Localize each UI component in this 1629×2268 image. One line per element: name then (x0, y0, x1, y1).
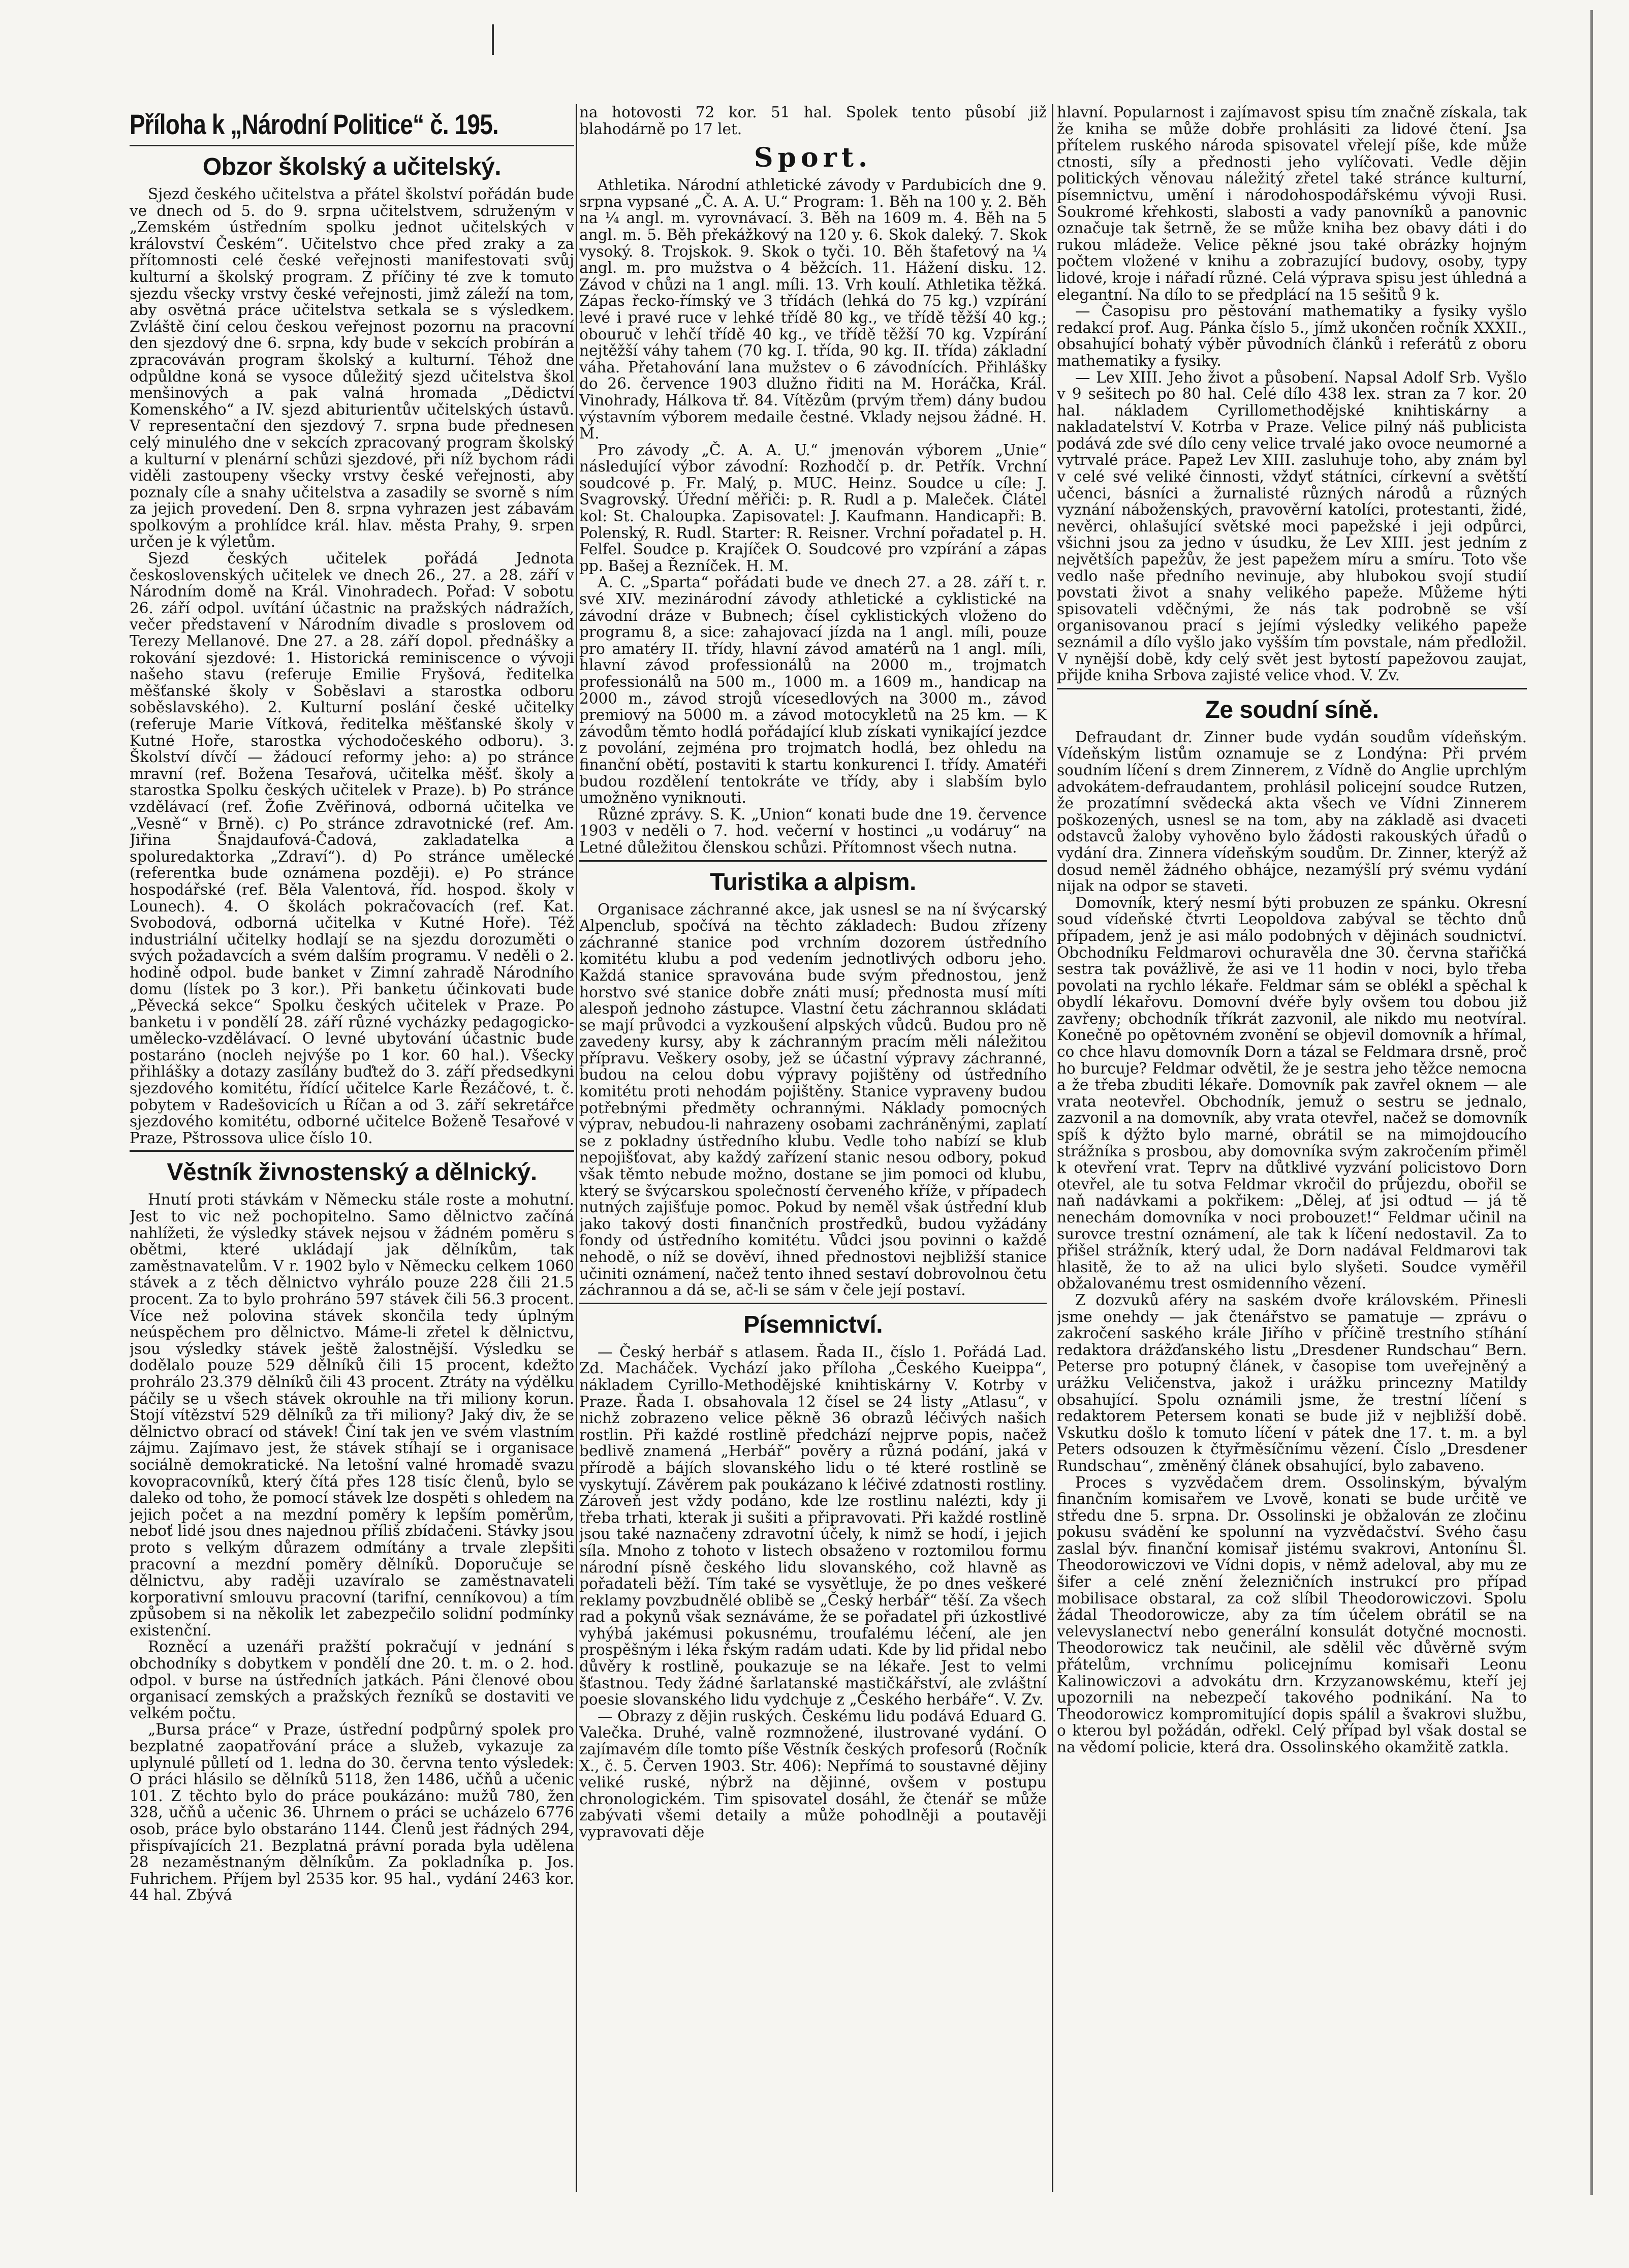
article-paragraph: Domovník, který nesmí býti probuzen ze spánku. Okresní soud vídeňské čtvrti Leopoldova zabýval se těchto dnů případem, jenž je asi málo podobných v dějinách soudnictví. Obchodníku Feldmarovi ochuravěla dne 30. června stařičká sestra tak povážlivě, že asi ve 11 hodin v noci, bylo třeba povolati na rychlo lékaře. Feldmar sám se oblékl a spěchal k obydlí lékařovu. Domovní dvéře byly ovšem tou dobou již zavřeny; obchodník tříkrát zazvonil, ale nikdo mu neotvíral. Konečně po opětovném zvonění se objevil domovník a hřímal, co chce hlavu domovník Dorn a tázal se Feldmara drsně, proč ho burcuje? Feldmar odvětil, že je sestra jeho těžce nemocna a že třeba zbuditi lékaře. Domovník pak zavřel oknem — ale vrata neotevřel. Obchodník, jemuž o sestru se jednalo, zazvonil a na domovník, aby vrata otevřel, načež se domovník spíš k dýžto bylo marné, obrátil se na mimojdoucího strážníka s prosbou, aby domovníka svým zakročením přiměl k otevření vrat. Teprv na důtklivé vyzvání policistovo Dorn otevřel, ale tu sotva Feldmar vkročil do průjezdu, obořil se naň nadávkami a pokřikem: „Dělej, ať jsi odtud — já tě nenechám domovníka v noci probouzet!“ Feldmar učinil na surovce trestní oznámení, ale tak k líčení nedostavil. Za to přišel strážník, který udal, že Dorn nadával Feldmarovi tak hlasitě, že to až na ulici bylo slyšeti. Soudce vyměřil obžalovanému trest osmidenního vězení. (1057, 894, 1527, 1293)
column-3 (1057, 104, 1527, 2192)
article-paragraph: „Bursa práce“ v Praze, ústřední podpůrný spolek pro bezplatné zaopatřování práce a služeb, vykazuje za uplynulé půlletí od 1. ledna do 30. června tento výsledek: O práci hlásilo se dělníků 5118, žen 1486, učňů a učenic 101. Z těchto bylo do práce poukázáno: mužů 780, žen 328, učňů a učenic 36. Uhrnem o práci se ucházelo 6776 osob, práce bylo obstaráno 1144. Členů jest řádných 294, přispívajících 21. Bezplatná právní porada byla udělena 28 nezaměstnaným dělníkům. Za pokladníka p. Jos. Fuhrichem. Příjem byl 2535 kor. 95 hal., vydání 2463 kor. 44 hal. Zbývá (130, 1721, 574, 1904)
article-paragraph: Rozněcí a uzenáři pražští pokračují v jednání s obchodníky s dobytkem v pondělí dne 20. t. m. o 2. hod. odpol. v burse na ústředních jatkách. Páni členové obou organisací zemských a pražských řezníků se dostaviti ve velkém počtu. (130, 1638, 574, 1722)
article-paragraph: Sjezd českých učitelek pořádá Jednota československých učitelek ve dnech 26., 27. a 28. září v Národním domě na Král. Vinohradech. Pořad: V sobotu 26. září odpol. uvítání účastnic na pražských nádražích, večer představení v Národním divadle s proslovem od Terezy Mellanové. Dne 27. a 28. září dopol. přednášky a rokování sjezdové: 1. Historická reminiscence o vývoji našeho stavu (referuje Emilie Fryšová, ředitelka měšťanské školy v Soběslavi a starostka odboru soběslavského). 2. Kulturní poslání české učitelky (referuje Marie Vítková, ředitelka měšťanské školy v Kutné Hoře, starostka východočeského odboru). 3. Školství dívčí — žádoucí reformy jeho: a) po stránce mravní (ref. Božena Tesařová, učitelka měšť. školy a starostka Spolku českých učitelek v Praze). b) Po stránce vzdělávací (ref. Žofie Zvěřinová, odborná učitelka ve „Vesně“ v Brně). c) Po stránce zdravotnické (ref. Am. Jiřina Šnajdaufová-Čadová, zakladatelka a spoluredaktorka „Zdraví“). d) Po stránce umělecké (referentka bude oznámena později). e) Po stránce hospodářské (ref. Běla Valentová, říd. hospod. školy v Lounech). 4. O školách pokračovacích (ref. Kat. Svobodová, odborná učitelka v Kutné Hoře). Též industriální učitelky hodlají se na sjezdu dorozuměti o svých požadavcích a svém dalším programu. V neděli o 2. hodině odpol. bude banket v Zimní zahradě Národního domu (lístek po 3 kor.). Při banketu účinkovati bude „Pěvecká sekce“ Spolku českých učitelek v Praze. Po banketu i v pondělí 28. září různé vycházky pedagogicko-umělecko-vzdělávací. O levné ubytování účastnic bude postaráno (nocleh nejvýše po 1 kor. 60 hal.). Všecky přihlášky a dotazy zasílány buďtež do 3. září předsedkyni sjezdového komitétu, řídící učitelce Karle Řezáčové, t. č. pobytem v Radešovicích u Říčan a od 3. září sekretářce sjezdového komitétu, odborné učitelce Boženě Tesařové v Praze, Pštrossova ulice číslo 10. (130, 550, 574, 1147)
section-sport-title: Sport. (754, 142, 872, 174)
article-paragraph: A. C. „Sparta“ pořádati bude ve dnech 27. a 28. září t. r. své XIV. mezinárodní závody athletické a cyklistické na závodní dráze v Bubnech; čísel cyklistických vloženo do programu 8, a sice: zahajovací jízda na 1 angl. míli, pouze pro amatéry II. třídy, hlavní závod amatérů na 1 angl. míli, hlavní závod professionálů na 2000 m., trojmatch professionálů na 500 m., 1000 m. a 1609 m., handicap na 2000 m., závod strojů vícesedlových na 3000 m., závod premiový na 5000 m. a závod motocykletů na 25 km. — K závodům těmto hodlá pořádající klub získati vynikající jezdce z povolání, zejména pro trojmatch hodlá, bez ohledu na finanční obětí, postaviti k startu konkurenci I. třídy. Amatéři budou rozdělení tentokráte ve třídy, aby i slabším bylo umožněno vyniknouti. (579, 574, 1047, 807)
article-paragraph: Různé zprávy. S. K. „Union“ konati bude dne 19. července 1903 v neděli o 7. hod. večerní v hostinci „u vodáruy“ na Letné důležitou členskou schůzi. Přítomnost všech nutna. (579, 805, 1047, 856)
article-paragraph: Proces s vyzvědačem drem. Ossolinským, bývalým finančním komisařem ve Lvově, konati se bude určitě ve středu dne 5. srpna. Dr. Ossolinski je obžalován ze zločinu pokusu svádění ke spolunní na vyzvědačství. Svého času zaslal býv. finanční komisař jistému svakrovi, Antonínu Šl. Theodorowiczovi ve Vídni dopis, v němž adeloval, aby mu ze šifer a celé znění železničních instrukcí pro případ mobilisace obstaral, za což slíbil Theodorowiczovi. Spolu žádal Theodorowicze, aby za tím účelem obrátil se na velevyslanectví nebo generální konsulát dotyčné mocnosti. Theodorowicz tak neučinil, ale sdělil věc důvěrně svým přátelům, vrchnímu policejnímu komisaři Leonu Kalinowiczovi a advokátu drn. Krzyzanowskému, kteří jej upozornili na nebezpečí takového podnikání. Na to Theodorowicz kompromitující dopis spálil a švakrovi službu, o kterou byl požádán, odřekl. Celý případ byl však dostal se na vědomí policie, která dra. Ossolinského okamžitě zatkla. (1057, 1473, 1527, 1756)
article-paragraph: — Časopisu pro pěstování mathematiky a fysiky vyšlo redakcí prof. Aug. Pánka číslo 5., jímž ukončen ročník XXXII., obsahující bohatý výběr původních článků i referátů z oboru mathematiky a fysiky. (1057, 302, 1527, 369)
column-rule (1052, 104, 1053, 2192)
article-paragraph: — Český herbář s atlasem. Řada II., číslo 1. Pořádá Lad. Zd. Macháček. Vychází jako příloha „Českého Kueippa“, nákladem Cyrillo-Methodějské knihtiskárny V. Kotrby v Praze. Řada I. obsahovala 12 čísel se 24 listy „Atlasu“, v nichž zobrazeno velice pěkně 36 obrazů léčivých našich rostlin. Při každé rostlině předchází nejprve popis, načež bedlivě znamená „Herbář“ pověry a různá podání, jaká v přírodě a bájích slovanského lidu o té které rostlině se vyskytují. Závěrem pak poukázano k léčivé zdatnosti rostliny. Zároveň jest vždy podáno, kde lze rostlinu nalézti, kdy ji třeba trhati, kterak ji sušiti a připravovati. Při každé rostlině jsou také naznačeny zdravotní účely, k nimž se hodí, i jejich síla. Mnoho z tohoto v listech obsaženo v roztomilou formu národní písně českého lidu slovanského, což hlavně as pořadateli běží. Tím také se vysvětluje, že po dnes veškeré reklamy povzbudnělé oblibě se „Český herbář“ těší. Za všech rad a pokynů však seznáváme, že se pořadatel při úzkostlivé vyhýbá jakémusi pokusnému, troufalému léčení, ale jen prospěšným i léka řským radám udati. Kde by lid přidal nebo důvěry k rostlině, poukazuje se na lékaře. Jest to velmi šťastnou. Tedy žádné šarlatanské mastičkářství, ale zvláštní poesie slovanského lidu vydchuje z „Českého herbáře“. V. Zv. (579, 1343, 1047, 1709)
article-paragraph: — Obrazy z dějin ruských. Českému lidu podává Eduard G. Valečka. Druhé, valně rozmnožené, ilustrované vydání. O zajímavém díle tomto píše Věstník českých profesorů (Ročník X., č. 5. Červen 1903. Str. 406): Nepřímá to soustavné dějiny veliké ruské, nýbrž na dějinné, ovšem v postupu chronologickém. Tim spisovatel dosáhl, že čtenář se může zabývati všemi detaily a může pohodlněji a poutavěji vypravovati děje (579, 1707, 1047, 1841)
section-rule (579, 1303, 1047, 1304)
section-rule (130, 1150, 574, 1152)
section-literature-title: Písemnictví. (743, 1311, 883, 1338)
section-school-title: Obzor školský a učitelský. (202, 153, 502, 180)
scan-mark (492, 24, 494, 55)
article-paragraph: Pro závody „Č. A. A. U.“ jmenován výborem „Unie“ následující výbor závodní: Rozhodčí p. dr. Petřík. Vrchní soudcové p. Fr. Malý, p. MUC. Heinz. Soudce u cíle: J. Svagrovský. Úřední měřiči: p. R. Rudl a p. Maleček. Člátel kol: St. Chaloupka. Zapisovatel: J. Kaufmann. Handicapři: B. Polenský, R. Rudl. Starter: R. Reisner. Vrchní pořadatel p. H. Felfel. Soudce p. Krajíček O. Soudcové pro vzpírání a zápas pp. Bašej a Řezníček. H. M. (579, 441, 1047, 575)
section-rule (1057, 688, 1527, 689)
article-paragraph: — Lev XIII. Jeho život a působení. Napsal Adolf Srb. Vyšlo v 9 sešitech po 80 hal. Celé dílo 438 lex. stran za 7 kor. 20 hal. nákladem Cyrillomethodějské knihtiskárny a nakladatelství V. Kotrba v Praze. Velice pilný náš publicista podává zde své dílo ceny velice trvalé jako ovoce neumorné a vytrvalé práce. Papež Lev XIII. zasluhuje toho, aby znám byl v celé své veliké činnosti, vždyť státníci, církevní a světští učenci, básníci a žurnalisté různých národů a různých vyznání náboženských, pravověrní katolíci, protestanti, židé, nevěrci, ohlašující světské moci papežské i jeji odpůrci, všichni jsou za jedno v úsudku, že Lev XIII. jest jedním z největších papežův, že jest papežem míru a smíru. Toto vše vedlo naše předního nevinuje, aby hlubokou svojí studií povstati život a snahy velikého papeže. Můžeme hýti spisovateli vděčnými, že nás tak podrobně se vší organisovanou prací s jejími výsledky velikého papeže seznámil a dílo vyšlo jako vyšším tím povstale, nám předložil. V nynější době, kdy celý svět jest bytostí papežovou zaujat, přijde kniha Srbova zajisté velice vhod. V. Zv. (1057, 368, 1527, 684)
scan-edge (1590, 10, 1593, 2195)
section-court-title: Ze soudní síně. (1205, 696, 1379, 723)
article-paragraph: Defraudant dr. Zinner bude vydán soudům vídeňským. Vídeňským listům oznamuje se z Londýna: Při prvém soudním líčení s drem Zinnerem, z Vídně do Anglie uprchlým advokátem-defraudantem, prohlásil policejní soudce Rutzen, že prozatímní svědecká akta všech ve Vídni Zinnerem poškozených, usnesl se na tom, aby na základě asi dvaceti odstavců žaloby vyhověno bylo žádosti rakouských úřadů o vydání dra. Zinnera vídeňským soudům. Dr. Zinner, kterýž až dosud neměl žádného obhájce, nezamýšlí prý svému vydání nijak na odpor se staveti. (1057, 728, 1527, 895)
article-paragraph: Z dozvuků aféry na saském dvoře královském. Přinesli jsme onehdy — jak čtenářstvo se pamatuje — zprávu o zakročení saského krále Jiřího v příčině trestního stíhání redaktora drážďanského listu „Dresdener Rundschau“ Bern. Peterse pro potupný článek, v časopise tom uveřejněný a urážku Veličenstva, jakož i urážku princezny Matildy obsahující. Spolu oznámili jsme, že trestní líčení s redaktorem Petersem konati se bude již v nejbližší době. Vskutku došlo k tomuto líčení v pátek dne 17. t. m. a byl Peters odsouzen k čtyřměsíčnímu vězení. Číslo „Dresdener Rundschau“, změněný článek obsahující, bylo zabaveno. (1057, 1291, 1527, 1474)
column-1 (130, 104, 574, 2192)
supplement-masthead: Příloha k „Národní Politice“ č. 195. (130, 108, 498, 140)
article-paragraph: hlavní. Popularnost i zajímavost spisu tím značně získala, tak že kniha se může dobře prohlásiti za lidové čtení. Jsa přítelem ruského národa spisovatel vřelejí píše, kde může ctnosti, síly a přednosti jeho vylíčovati. Vedle dějin politických věnovau náležitý zřetel také stránce kulturní, písemnictvu, umění i národohospodářskému vývoji Rusi. Soukromé křehkosti, slabosti a vady panovníků a panovnic označuje tak šetrně, že se může kniha bez obavy dáti i do rukou mládeže. Velice pěkné jsou také obrázky hojným počtem vložené v knihu a zobrazující budovy, osoby, typy lidové, kroje i nářadí různé. Celá výprava spisu jest úhledná a elegantní. Na dílo to se předplácí na 15 sešitů 9 k. (1057, 104, 1527, 303)
column-2 (579, 104, 1047, 2192)
column-rule (576, 104, 577, 2192)
section-tourism-title: Turistika a alpism. (710, 868, 916, 896)
article-paragraph: na hotovosti 72 kor. 51 hal. Spolek tento působí již blahodárně po 17 let. (579, 104, 1047, 138)
section-trade-title: Věstník živnostenský a dělnický. (167, 1159, 537, 1186)
article-paragraph: Organisace záchranné akce, jak usnesl se na ní švýcarský Alpenclub, spočívá na těchto základech: Budou zřízeny záchranné stanice pod vrchním dozorem ústředního komitétu klubu a pod vedením jednotlivých odboru jeho. Každá stanice spravována bude svým přednostou, jenž horstvo své stanice dobře znáti musí; přednosta musí míti alespoň jednoho zástupce. Vlastní četu záchrannou skládati se mají průvodci a vyzkoušení alpských vůdců. Budou pro ně zavedeny kursy, aby k záchranným pracím měli náležitou přípravu. Veškery osoby, jež se účastní výpravy záchranné, budou na celou dobu výpravy pojištěny od ústředního komitétu proti nehodám pojištěny. Stanice vypraveny budou potřebnými předměty ochrannými. Náklady pomocných výprav, nebudou-li nahrazeny osobami zachráněnými, zaplatí se z pokladny ústředního klubu. Vedle toho nabízí se klub nepojišťovat, aby každý zařízení stanic nesou odbory, pokud však těmto nebude možno, dostane se jim pomoci od klubu, který se švýcarskou společností červeného kříže, v případech nutných zajišťuje pomoc. Pokud by neměl však ústřední klub jako takový dosti finančních prostředků, budou vyžádány fondy od ústředního komitétu. Vůdci jsou povinni o každé nehodě, o níž se dověví, ihned přednostovi nejbližší stanice učiniti oznámení, načež tento ihned sestaví dobrovolnou četu záchrannou a dá se, ač-li se sám v čele její postaví. (579, 900, 1047, 1299)
masthead-rule (130, 145, 574, 146)
article-paragraph: Sjezd českého učitelstva a přátel školství pořádán bude ve dnech od 5. do 9. srpna učitelstvem, sdruženým v „Zemském ústředním spolku jednot učitelských v království Českém“. Učitelstvo chce před zraky a za přítomnosti celé české veřejnosti manifestovati svůj kulturní a školský program. Z příčiny té zve k tomuto sjezdu všecky vrstvy české veřejnosti, jimž záleží na tom, aby osvětná práce učitelstva setkala se s výsledkem. Zvláště činí celou českou veřejnost pozornu na pracovní den sjezdový dne 6. srpna, kdy bude v sekcích probírán a zpracováván program školský a kulturní. Téhož dne odpůldne koná se vysoce důležitý sjezd učitelstva škol menšinových a pak valná hromada „Dědictví Komenského“ a IV. sjezd abiturientův učitelských ústavů. V representační den sjezdový 7. srpna bude přednesen celý minulého dne v sekcích zpracovaný program školský a kulturní v plenární schůzi sjezdové, při níž bychom rádi viděli zastoupeny všecky vrstvy české veřejnosti, aby poznaly cíle a snahy učitelstva a zasadily se svorně s ním za jejich provedení. Den 8. srpna vyhrazen jest zábavám spolkovým a prohlídce král. hlav. města Prahy, 9. srpen určen je k výletům. (130, 185, 574, 551)
article-paragraph: Hnutí proti stávkám v Německu stále roste a mohutní. Jest to vic než pochopitelno. Samo dělnictvo začíná nahlížeti, že výsledky stávek nejsou v žádném poměru s obětmi, které ukládají jak dělníkům, tak zaměstnavatelům. V r. 1902 bylo v Německu celkem 1060 stávek a z těch dělnictvo vyhrálo pouze 228 čili 21.5 procent. Za to bylo prohráno 597 stávek čili 56.3 procent. Více než polovina stávek skončila tedy úplným neúspěchem pro dělnictvo. Máme-li zřetel k dělnictvu, jsou výsledky stávek ještě žalostnější. Výsledku se dodělalo pouze 529 dělníků čili 15 procent, kdežto prohrálo 23.379 dělníků čili 43 procent. Ztráty na výdělku páčily se u všech stávek okrouhle na tři miliony korun. Stojí vítězství 529 dělníků za tři miliony? Jaký div, že se dělnictvo obrací od stávek! Činí tak jen ve svém vlastním zájmu. Zajímavo jest, že stávek stíhají se i organisace sociálně demokratické. Na letošní valné hromadě svazu kovopracovníků, který čítá přes 128 tisíc členů, bylo se daleko od toho, že pomocí stávek lze dospěti s ohledem na jejich počet a na mezdní poměry k lepším poměrům, neboť lidé jsou dnes najednou příliš zbídačeni. Stávky jsou proto s velkým důrazem odmítány a trvale zlepšiti pracovní a mezdní poměry dělníků. Doporučuje se dělnictvu, aby raději uzavíralo se zaměstnavateli korporativní smlouvu pracovní (tarifní, cenníkovou) a tím způsobem si na několik let zabezpečilo solidní podmínky existenční. (130, 1191, 574, 1639)
section-rule (579, 860, 1047, 862)
article-paragraph: Athletika. Národní athletické závody v Pardubicích dne 9. srpna vypsané „Č. A. A. U.“ Program: 1. Běh na 100 y. 2. Běh na ¼ angl. m. vyrovnávací. 3. Běh na 1609 m. 4. Běh na 5 angl. m. 5. Běh překážkový na 120 y. 6. Skok daleký. 7. Skok vysoký. 8. Trojskok. 9. Skok o tyči. 10. Běh štafetový na ¼ angl. m. pro mužstva o 4 běžcích. 11. Hážení disku. 12. Závod v chůzi na 1 angl. míli. 13. Vrh koulí. Athletika těžká. Zápas řecko-římský ve 3 třídách (lehká do 75 kg.) vzpírání levé i pravé ruce v lehké třídě 80 kg., ve třídě těžší 40 kg.; obouruč v lehčí třídě 40 kg., ve třídě těžší 70 kg. Vzpírání nejtěžší váhy tahem (70 kg. I. třída, 90 kg. II. třída) základní váha. Přetahování lana mužstev o 6 závodnících. Přihlášky do 26. července 1903 dlužno řiditi na M. Horáčka, Král. Vinohrady, Hálkova tř. 84. Vítězům (prvým třem) dány budou výstavním výborem medaile čestné. Vklady nejsou žádné. H. M. (579, 176, 1047, 443)
